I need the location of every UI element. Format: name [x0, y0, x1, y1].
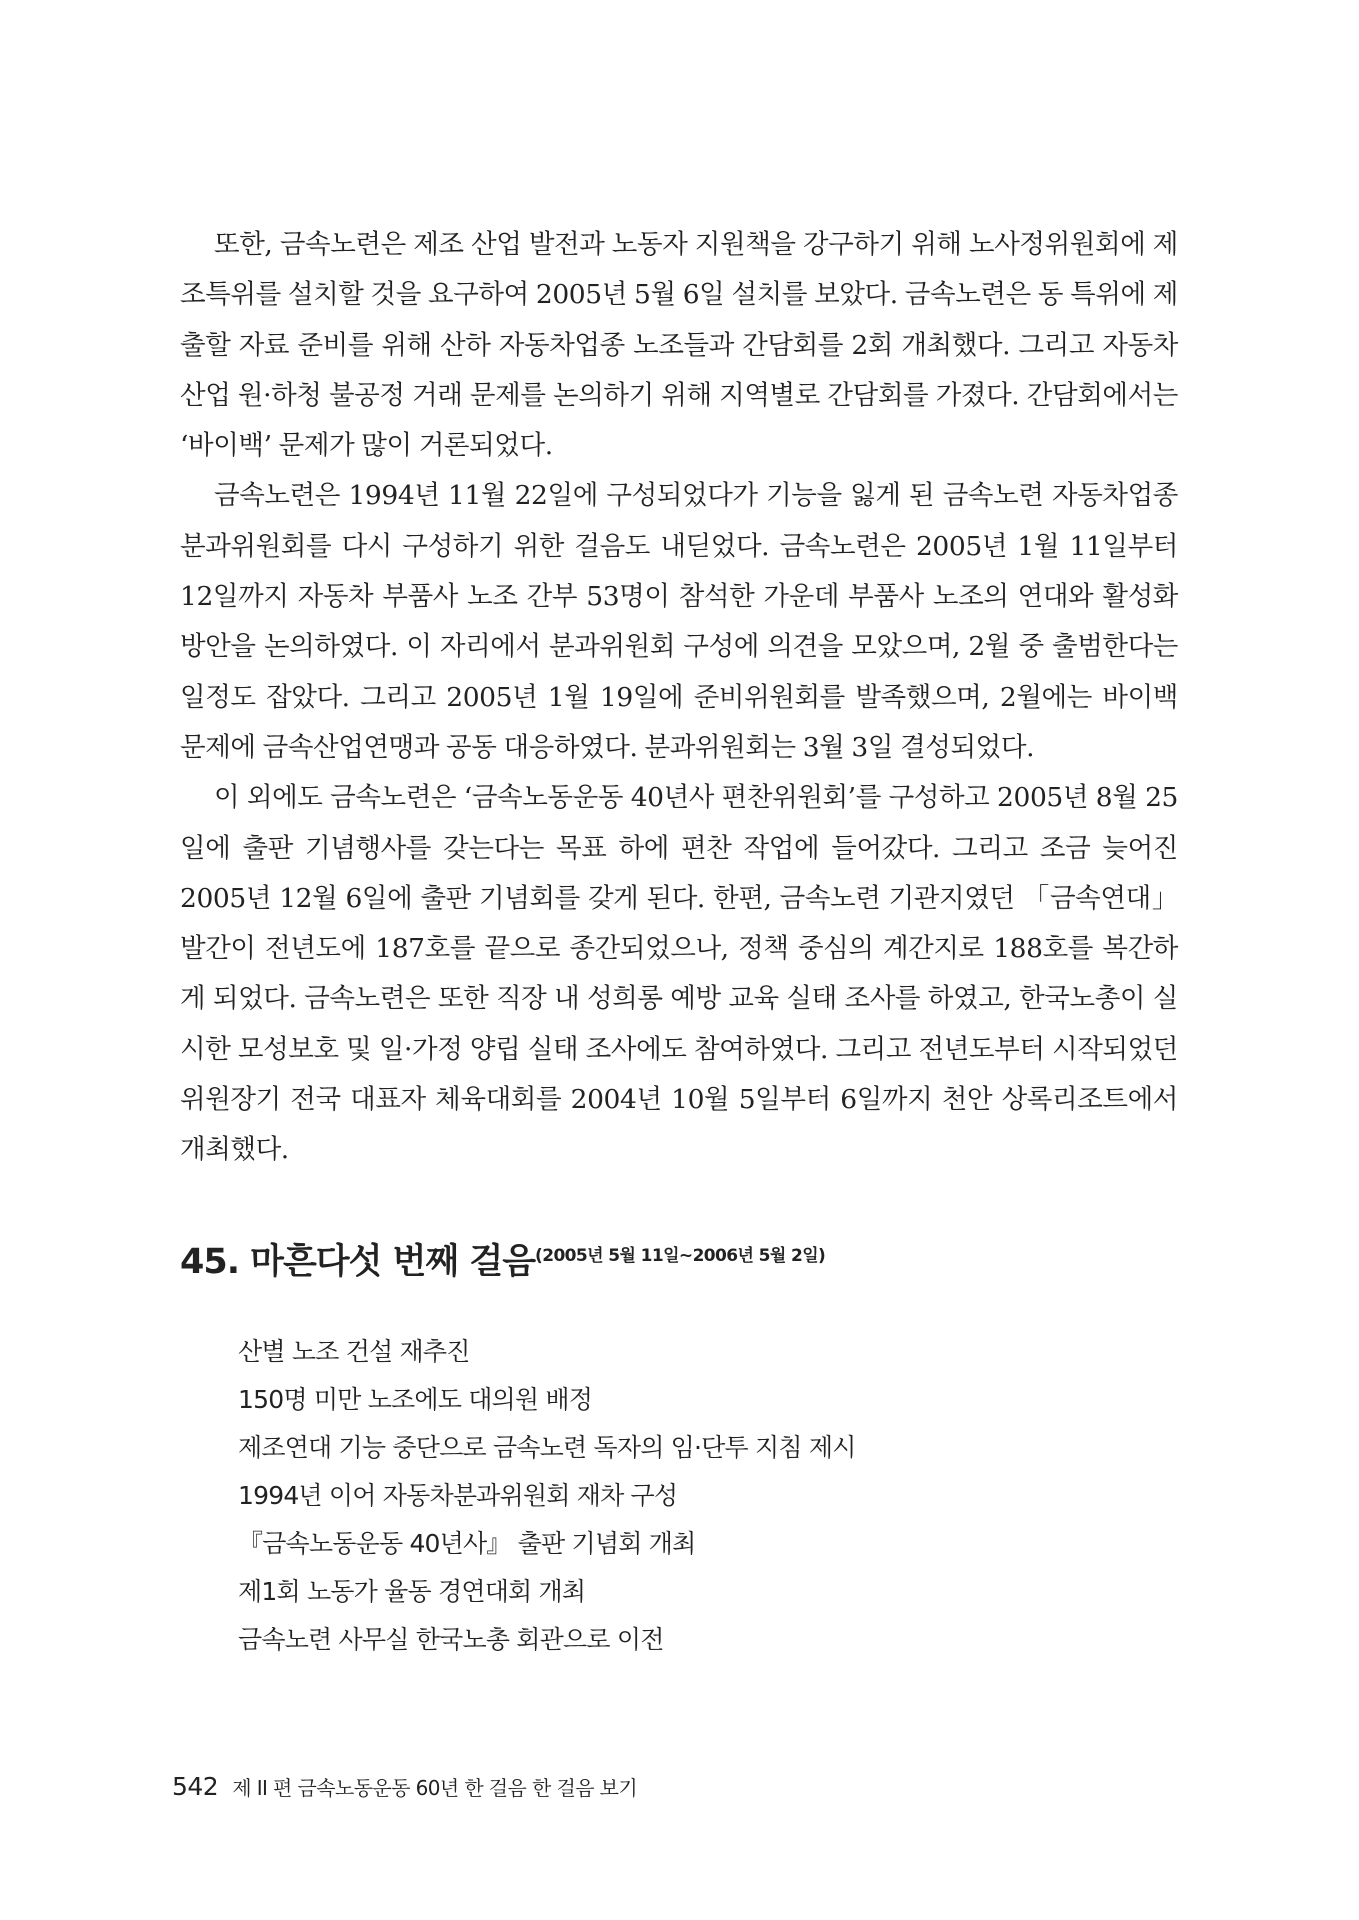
- list-item: 『금속노동운동 40년사』 출판 기념회 개최: [238, 1529, 696, 1558]
- section-title: 45. 마흔다섯 번째 걸음: [180, 1242, 536, 1282]
- page-number: 542: [172, 1772, 219, 1801]
- paragraph: 또한, 금속노련은 제조 산업 발전과 노동자 지원책을 강구하기 위해 노사정위원회에 제조특위를 설치할 것을 요구하여 2005년 5월 6일 설치를 보았다. 금속노련은 동 특위에 제출할 자료 준비를 위해 산하 자동차업종 노조들과 간담회를 2회 개최했다. 그리고 자동차산업 원·하청 불공정 거래 문제를 논의하기 위해 지역별로 간담회를 가졌다. 간담회에서는 ‘바이백’ 문제가 많이 거론되었다.: [180, 229, 1178, 462]
- list-item: 산별 노조 건설 재추진: [238, 1337, 470, 1366]
- body-text: [180, 220, 1178, 1176]
- section-date-range: (2005년 5월 11일~2006년 5월 2일): [535, 1246, 826, 1266]
- list-item: 제1회 노동가 율동 경연대회 개최: [238, 1577, 586, 1606]
- paragraph: 이 외에도 금속노련은 ‘금속노동운동 40년사 편찬위원회’를 구성하고 2005년 8월 25일에 출판 기념행사를 갖는다는 목표 하에 편찬 작업에 들어갔다. 그리고 조금 늦어진 2005년 12월 6일에 출판 기념회를 갖게 된다. 한편, 금속노련 기관지였던 「금속연대」 발간이 전년도에 187호를 끝으로 종간되었으나, 정책 중심의 계간지로 188호를 복간하게 되었다. 금속노련은 또한 직장 내 성희롱 예방 교육 실태 조사를 하였고, 한국노총이 실시한 모성보호 및 일·가정 양립 실태 조사에도 참여하였다. 그리고 전년도부터 시작되었던 위원장기 전국 대표자 체육대회를 2004년 10월 5일부터 6일까지 천안 상록리조트에서 개최했다.: [180, 782, 1178, 1166]
- page-footer: [172, 1772, 637, 1801]
- list-item: 150명 미만 노조에도 대의원 배정: [238, 1385, 593, 1414]
- summary-list: [238, 1328, 856, 1664]
- running-title: 제 II 편 금속노동운동 60년 한 걸음 한 걸음 보기: [232, 1776, 638, 1800]
- list-item: 금속노련 사무실 한국노총 회관으로 이전: [238, 1625, 664, 1654]
- paragraph: 금속노련은 1994년 11월 22일에 구성되었다가 기능을 잃게 된 금속노련 자동차업종 분과위원회를 다시 구성하기 위한 걸음도 내딛었다. 금속노련은 2005년 1월 11일부터 12일까지 자동차 부품사 노조 간부 53명이 참석한 가운데 부품사 노조의 연대와 활성화 방안을 논의하였다. 이 자리에서 분과위원회 구성에 의견을 모았으며, 2월 중 출범한다는 일정도 잡았다. 그리고 2005년 1월 19일에 준비위원회를 발족했으며, 2월에는 바이백 문제에 금속산업연맹과 공동 대응하였다. 분과위원회는 3월 3일 결성되었다.: [180, 480, 1178, 763]
- list-item: 제조연대 기능 중단으로 금속노련 독자의 임·단투 지침 제시: [238, 1433, 856, 1462]
- section-heading: [180, 1234, 825, 1284]
- list-item: 1994년 이어 자동차분과위원회 재차 구성: [238, 1481, 678, 1510]
